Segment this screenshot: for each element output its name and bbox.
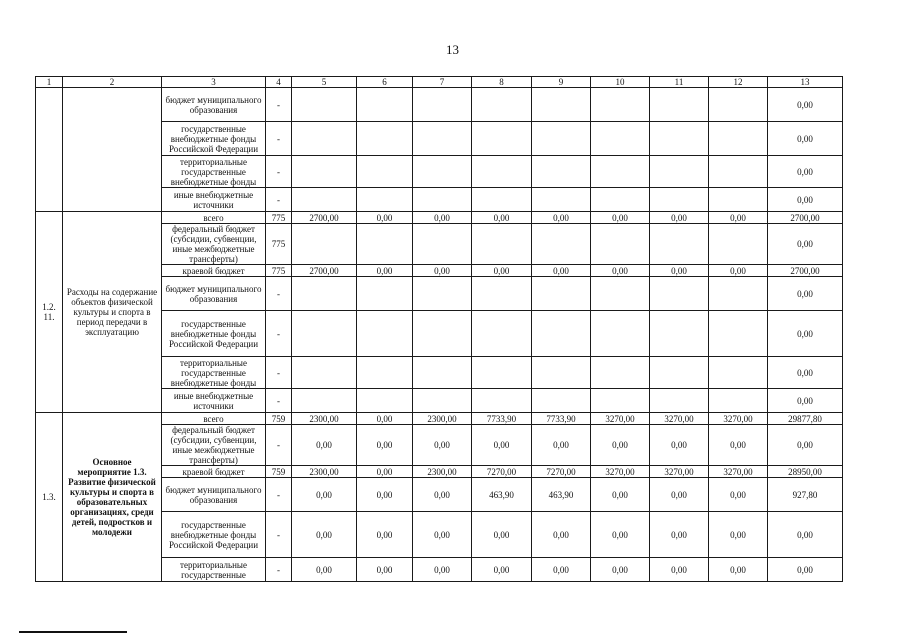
value-cell bbox=[357, 224, 413, 265]
item-number: 1.3. bbox=[36, 413, 63, 582]
value-cell: 3270,00 bbox=[709, 413, 768, 425]
value-cell bbox=[472, 224, 532, 265]
total-cell: 0,00 bbox=[768, 188, 843, 212]
value-cell bbox=[472, 122, 532, 156]
value-cell bbox=[292, 156, 357, 188]
total-cell: 927,80 bbox=[768, 478, 843, 512]
value-cell bbox=[357, 311, 413, 357]
value-cell bbox=[292, 389, 357, 413]
value-cell bbox=[591, 188, 650, 212]
value-cell: 0,00 bbox=[650, 265, 709, 277]
code-cell: 775 bbox=[266, 265, 292, 277]
value-cell bbox=[591, 224, 650, 265]
value-cell: 0,00 bbox=[292, 478, 357, 512]
code-cell: 759 bbox=[266, 466, 292, 478]
value-cell bbox=[650, 357, 709, 389]
value-cell bbox=[472, 277, 532, 311]
funding-source: иные внебюджетные источники bbox=[162, 188, 266, 212]
value-cell: 0,00 bbox=[709, 265, 768, 277]
funding-source: территориальные государственные внебюджетные фонды bbox=[162, 156, 266, 188]
value-cell: 0,00 bbox=[532, 558, 591, 582]
value-cell: 0,00 bbox=[357, 425, 413, 466]
funding-source: государственные внебюджетные фонды Российской Федерации bbox=[162, 512, 266, 558]
funding-source: краевой бюджет bbox=[162, 466, 266, 478]
value-cell: 0,00 bbox=[709, 478, 768, 512]
value-cell: 0,00 bbox=[472, 558, 532, 582]
value-cell bbox=[292, 122, 357, 156]
value-cell: 0,00 bbox=[357, 558, 413, 582]
value-cell: 0,00 bbox=[357, 466, 413, 478]
value-cell bbox=[532, 156, 591, 188]
value-cell bbox=[532, 122, 591, 156]
value-cell: 0,00 bbox=[591, 265, 650, 277]
value-cell: 3270,00 bbox=[591, 413, 650, 425]
code-cell: - bbox=[266, 389, 292, 413]
value-cell bbox=[292, 277, 357, 311]
code-cell: - bbox=[266, 156, 292, 188]
value-cell: 0,00 bbox=[591, 212, 650, 224]
value-cell bbox=[292, 224, 357, 265]
value-cell bbox=[591, 277, 650, 311]
total-cell: 0,00 bbox=[768, 311, 843, 357]
value-cell bbox=[413, 311, 472, 357]
value-cell: 0,00 bbox=[591, 478, 650, 512]
total-cell: 0,00 bbox=[768, 156, 843, 188]
code-cell: - bbox=[266, 512, 292, 558]
value-cell bbox=[413, 88, 472, 122]
value-cell bbox=[532, 224, 591, 265]
value-cell: 0,00 bbox=[709, 512, 768, 558]
total-cell: 0,00 bbox=[768, 122, 843, 156]
value-cell: 7270,00 bbox=[472, 466, 532, 478]
value-cell bbox=[591, 88, 650, 122]
code-cell: 775 bbox=[266, 224, 292, 265]
funding-source: бюджет муниципального образования bbox=[162, 277, 266, 311]
value-cell: 0,00 bbox=[472, 425, 532, 466]
value-cell bbox=[650, 277, 709, 311]
value-cell bbox=[472, 389, 532, 413]
value-cell: 0,00 bbox=[650, 512, 709, 558]
code-cell: 775 bbox=[266, 212, 292, 224]
value-cell: 2700,00 bbox=[292, 265, 357, 277]
value-cell: 0,00 bbox=[472, 512, 532, 558]
value-cell: 2300,00 bbox=[292, 466, 357, 478]
code-cell: - bbox=[266, 558, 292, 582]
value-cell: 7733,90 bbox=[532, 413, 591, 425]
code-cell: 759 bbox=[266, 413, 292, 425]
value-cell bbox=[357, 389, 413, 413]
value-cell: 0,00 bbox=[413, 212, 472, 224]
value-cell bbox=[650, 389, 709, 413]
value-cell bbox=[357, 188, 413, 212]
value-cell bbox=[709, 357, 768, 389]
value-cell: 0,00 bbox=[472, 265, 532, 277]
funding-source: территориальные государственные bbox=[162, 558, 266, 582]
total-cell: 0,00 bbox=[768, 277, 843, 311]
value-cell: 0,00 bbox=[709, 212, 768, 224]
column-number: 6 bbox=[357, 77, 413, 88]
value-cell: 2300,00 bbox=[413, 466, 472, 478]
value-cell: 3270,00 bbox=[650, 466, 709, 478]
value-cell bbox=[709, 188, 768, 212]
column-number: 8 bbox=[472, 77, 532, 88]
value-cell: 0,00 bbox=[650, 478, 709, 512]
column-number: 2 bbox=[63, 77, 162, 88]
code-cell: - bbox=[266, 188, 292, 212]
value-cell bbox=[472, 311, 532, 357]
value-cell: 0,00 bbox=[472, 212, 532, 224]
value-cell bbox=[357, 88, 413, 122]
value-cell: 463,90 bbox=[472, 478, 532, 512]
code-cell: - bbox=[266, 277, 292, 311]
value-cell: 0,00 bbox=[357, 512, 413, 558]
value-cell bbox=[472, 88, 532, 122]
value-cell bbox=[357, 122, 413, 156]
value-cell bbox=[292, 311, 357, 357]
funding-source: бюджет муниципального образования bbox=[162, 88, 266, 122]
value-cell bbox=[532, 277, 591, 311]
value-cell bbox=[532, 88, 591, 122]
funding-source: краевой бюджет bbox=[162, 265, 266, 277]
value-cell: 0,00 bbox=[709, 425, 768, 466]
value-cell bbox=[413, 122, 472, 156]
value-cell: 0,00 bbox=[532, 265, 591, 277]
value-cell bbox=[650, 88, 709, 122]
value-cell bbox=[709, 88, 768, 122]
table-row bbox=[36, 413, 843, 425]
value-cell: 0,00 bbox=[413, 425, 472, 466]
value-cell: 0,00 bbox=[357, 478, 413, 512]
value-cell: 0,00 bbox=[709, 558, 768, 582]
value-cell bbox=[413, 156, 472, 188]
column-number: 1 bbox=[36, 77, 63, 88]
total-cell: 0,00 bbox=[768, 558, 843, 582]
column-number: 10 bbox=[591, 77, 650, 88]
value-cell bbox=[709, 277, 768, 311]
value-cell bbox=[413, 188, 472, 212]
total-cell: 29877,80 bbox=[768, 413, 843, 425]
code-cell: - bbox=[266, 357, 292, 389]
value-cell bbox=[591, 311, 650, 357]
value-cell: 0,00 bbox=[650, 558, 709, 582]
value-cell bbox=[709, 122, 768, 156]
value-cell: 7270,00 bbox=[532, 466, 591, 478]
column-number: 4 bbox=[266, 77, 292, 88]
value-cell bbox=[591, 389, 650, 413]
value-cell: 0,00 bbox=[357, 265, 413, 277]
value-cell bbox=[413, 389, 472, 413]
item-name: Расходы на содержание объектов физической культуры и спорта в период передачи в эксплуатацию bbox=[63, 212, 162, 413]
value-cell: 3270,00 bbox=[709, 466, 768, 478]
total-cell: 0,00 bbox=[768, 512, 843, 558]
item-name bbox=[63, 88, 162, 212]
value-cell: 2300,00 bbox=[292, 413, 357, 425]
value-cell bbox=[292, 357, 357, 389]
funding-source: бюджет муниципального образования bbox=[162, 478, 266, 512]
value-cell bbox=[292, 88, 357, 122]
code-cell: - bbox=[266, 478, 292, 512]
value-cell bbox=[472, 357, 532, 389]
value-cell: 0,00 bbox=[413, 265, 472, 277]
funding-source: всего bbox=[162, 413, 266, 425]
value-cell bbox=[532, 311, 591, 357]
column-number: 9 bbox=[532, 77, 591, 88]
value-cell bbox=[591, 122, 650, 156]
value-cell bbox=[650, 122, 709, 156]
value-cell: 2300,00 bbox=[413, 413, 472, 425]
total-cell: 0,00 bbox=[768, 357, 843, 389]
total-cell: 0,00 bbox=[768, 425, 843, 466]
value-cell bbox=[292, 188, 357, 212]
value-cell: 0,00 bbox=[357, 212, 413, 224]
table-row bbox=[36, 88, 843, 122]
value-cell: 2700,00 bbox=[292, 212, 357, 224]
value-cell: 0,00 bbox=[292, 425, 357, 466]
column-number: 5 bbox=[292, 77, 357, 88]
value-cell: 0,00 bbox=[532, 212, 591, 224]
item-number bbox=[36, 88, 63, 212]
value-cell bbox=[532, 389, 591, 413]
value-cell: 0,00 bbox=[650, 425, 709, 466]
funding-source: федеральный бюджет (субсидии, субвенции, иные межбюджетные трансферты) bbox=[162, 425, 266, 466]
funding-source: всего bbox=[162, 212, 266, 224]
value-cell bbox=[413, 224, 472, 265]
value-cell: 0,00 bbox=[413, 478, 472, 512]
funding-source: государственные внебюджетные фонды Российской Федерации bbox=[162, 122, 266, 156]
item-number: 1.2. 11. bbox=[36, 212, 63, 413]
value-cell: 3270,00 bbox=[650, 413, 709, 425]
value-cell bbox=[650, 311, 709, 357]
total-cell: 0,00 bbox=[768, 88, 843, 122]
value-cell: 0,00 bbox=[413, 558, 472, 582]
total-cell: 0,00 bbox=[768, 224, 843, 265]
column-number: 12 bbox=[709, 77, 768, 88]
value-cell bbox=[532, 188, 591, 212]
column-number: 3 bbox=[162, 77, 266, 88]
value-cell bbox=[709, 311, 768, 357]
table-row bbox=[36, 212, 843, 224]
funding-source: иные внебюджетные источники bbox=[162, 389, 266, 413]
value-cell: 0,00 bbox=[532, 512, 591, 558]
value-cell bbox=[650, 224, 709, 265]
code-cell: - bbox=[266, 311, 292, 357]
value-cell: 0,00 bbox=[591, 558, 650, 582]
value-cell bbox=[650, 156, 709, 188]
total-cell: 2700,00 bbox=[768, 212, 843, 224]
value-cell: 7733,90 bbox=[472, 413, 532, 425]
value-cell: 3270,00 bbox=[591, 466, 650, 478]
value-cell bbox=[413, 357, 472, 389]
code-cell: - bbox=[266, 122, 292, 156]
value-cell bbox=[650, 188, 709, 212]
value-cell bbox=[591, 357, 650, 389]
budget-table bbox=[35, 76, 843, 582]
value-cell: 0,00 bbox=[650, 212, 709, 224]
value-cell: 0,00 bbox=[357, 413, 413, 425]
value-cell bbox=[357, 357, 413, 389]
code-cell: - bbox=[266, 88, 292, 122]
value-cell: 0,00 bbox=[292, 558, 357, 582]
value-cell bbox=[709, 389, 768, 413]
column-number: 7 bbox=[413, 77, 472, 88]
code-cell: - bbox=[266, 425, 292, 466]
value-cell: 463,90 bbox=[532, 478, 591, 512]
value-cell bbox=[532, 357, 591, 389]
funding-source: государственные внебюджетные фонды Российской Федерации bbox=[162, 311, 266, 357]
total-cell: 0,00 bbox=[768, 389, 843, 413]
column-number-row bbox=[36, 77, 843, 88]
column-number: 13 bbox=[768, 77, 843, 88]
footnote-rule bbox=[19, 631, 127, 633]
value-cell bbox=[357, 156, 413, 188]
funding-source: федеральный бюджет (субсидии, субвенции, иные межбюджетные трансферты) bbox=[162, 224, 266, 265]
value-cell bbox=[591, 156, 650, 188]
value-cell: 0,00 bbox=[413, 512, 472, 558]
column-number: 11 bbox=[650, 77, 709, 88]
value-cell bbox=[472, 156, 532, 188]
total-cell: 28950,00 bbox=[768, 466, 843, 478]
value-cell bbox=[413, 277, 472, 311]
value-cell bbox=[709, 156, 768, 188]
page-number: 13 bbox=[446, 42, 459, 57]
total-cell: 2700,00 bbox=[768, 265, 843, 277]
value-cell: 0,00 bbox=[591, 425, 650, 466]
value-cell bbox=[357, 277, 413, 311]
funding-source: территориальные государственные внебюджетные фонды bbox=[162, 357, 266, 389]
value-cell: 0,00 bbox=[591, 512, 650, 558]
value-cell: 0,00 bbox=[532, 425, 591, 466]
value-cell bbox=[472, 188, 532, 212]
item-name: Основное мероприятие 1.3. Развитие физической культуры и спорта в образовательных организациях, среди детей, подростков и молодежи bbox=[63, 413, 162, 582]
value-cell: 0,00 bbox=[292, 512, 357, 558]
value-cell bbox=[709, 224, 768, 265]
